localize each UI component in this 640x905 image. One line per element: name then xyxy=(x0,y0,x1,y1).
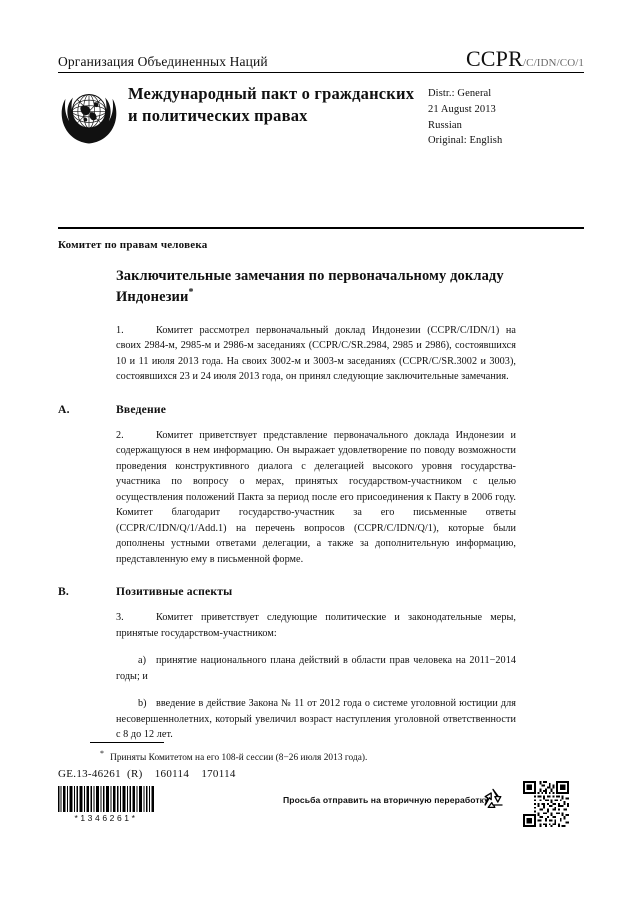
paragraph xyxy=(116,428,516,568)
footnote-divider xyxy=(90,742,164,743)
paragraph-number: 3. xyxy=(116,612,124,624)
paragraph xyxy=(116,323,516,385)
section-heading-b xyxy=(58,585,516,599)
paragraph-text: Комитет рассмотрел первоначальный доклад Индонезии (CCPR/C/IDN/1) на своих 2984-м, 2985-м и 2986-м заседаниях (CCPR/C/SR.2984, 2985 и 2986), состоявшихся 10 и 11 июля 2013 года. На своих 3002-м и 3003-м заседаниях (CCPR/C/SR.3002 и 3003), состоявшихся 23 и 24 июля 2013 года, он принял следующие заключительные замечания. xyxy=(116,324,516,383)
barcode-text: *1346261* xyxy=(74,813,138,823)
job-number: GE.13-46261 (R) 160114 170114 xyxy=(58,768,236,780)
pact-title: Международный пакт о гражданских и политических правах xyxy=(128,84,415,125)
paragraph-number: a) xyxy=(138,655,147,667)
distribution-block xyxy=(428,82,563,149)
distribution-language: Russian xyxy=(428,119,462,131)
section-divider xyxy=(58,227,584,229)
footnote xyxy=(100,748,540,766)
distribution-type: Distr.: General xyxy=(428,88,492,99)
section-letter: B. xyxy=(58,585,70,599)
paragraph-text: принятие национального плана действий в области прав человека на 2011−2014 годы; и xyxy=(116,655,516,682)
document-body xyxy=(58,266,516,755)
section-title: Введение xyxy=(116,402,167,416)
masthead xyxy=(58,48,584,149)
paragraph-item xyxy=(116,696,516,743)
paragraph-item xyxy=(116,653,516,684)
footnote-marker: * xyxy=(100,749,105,758)
recycle-note: Просьба отправить на вторичную переработку xyxy=(283,795,489,805)
paragraph-number: 2. xyxy=(116,429,124,441)
page-title-text: Заключительные замечания по первоначальному докладу Индонезии xyxy=(116,268,504,305)
paragraph-text: введение в действие Закона № 11 от 2012 года о системе уголовной юстиции для несовершеннолетних, который увеличил возраст наступления уголовной ответственности с 8 до 12 лет. xyxy=(116,698,516,741)
distribution-date: 21 August 2013 xyxy=(428,103,496,115)
section-title: Позитивные аспекты xyxy=(116,585,233,599)
document-symbol-suffix: /C/IDN/CO/1 xyxy=(523,57,584,69)
committee-name: Комитет по правам человека xyxy=(58,239,208,251)
paragraph-number: 1. xyxy=(116,324,124,336)
paragraph-text: Комитет приветствует следующие политические и законодательные меры, принятые государством-участником: xyxy=(116,612,516,639)
un-emblem xyxy=(58,84,120,146)
section-letter: A. xyxy=(58,402,70,416)
barcode xyxy=(58,786,154,823)
paragraph xyxy=(116,610,516,641)
document-symbol-main: CCPR xyxy=(465,46,523,71)
section-heading-a xyxy=(58,402,516,416)
title-footnote-marker: * xyxy=(188,287,194,298)
paragraph-text: Комитет приветствует представление первоначального доклада Индонезии и содержащуюся в нем информацию. Он выражает удовлетворение по поводу возможности проведения конструктивного диалога с делегацией высокого уровня государства-участника по вопросу о мерах, принятых государством-участником с целью осуществления положений Пакта за период после его присоединения к Пакту в 2006 году. Комитет благодарит государство-участник за его письменные ответы (CCPR/C/IDN/Q/1/Add.1) на перечень вопросов (CCPR/C/IDN/Q/1), которые были дополнены устными ответами делегации, а также за дополнительную информацию, представленную ему в письменной форме. xyxy=(116,429,516,565)
footnote-text: Приняты Комитетом на его 108-й сессии (8−26 июля 2013 года). xyxy=(110,753,368,764)
recycle-icon xyxy=(480,787,506,811)
distribution-original: Original: English xyxy=(428,135,503,147)
paragraph-number: b) xyxy=(138,698,147,710)
document-symbol xyxy=(466,48,584,70)
qr-code xyxy=(523,781,569,827)
masthead-top-row xyxy=(58,48,584,72)
masthead-body-row xyxy=(58,73,584,149)
page-title xyxy=(116,266,516,307)
organization-name: Организация Объединенных Наций xyxy=(58,54,268,69)
